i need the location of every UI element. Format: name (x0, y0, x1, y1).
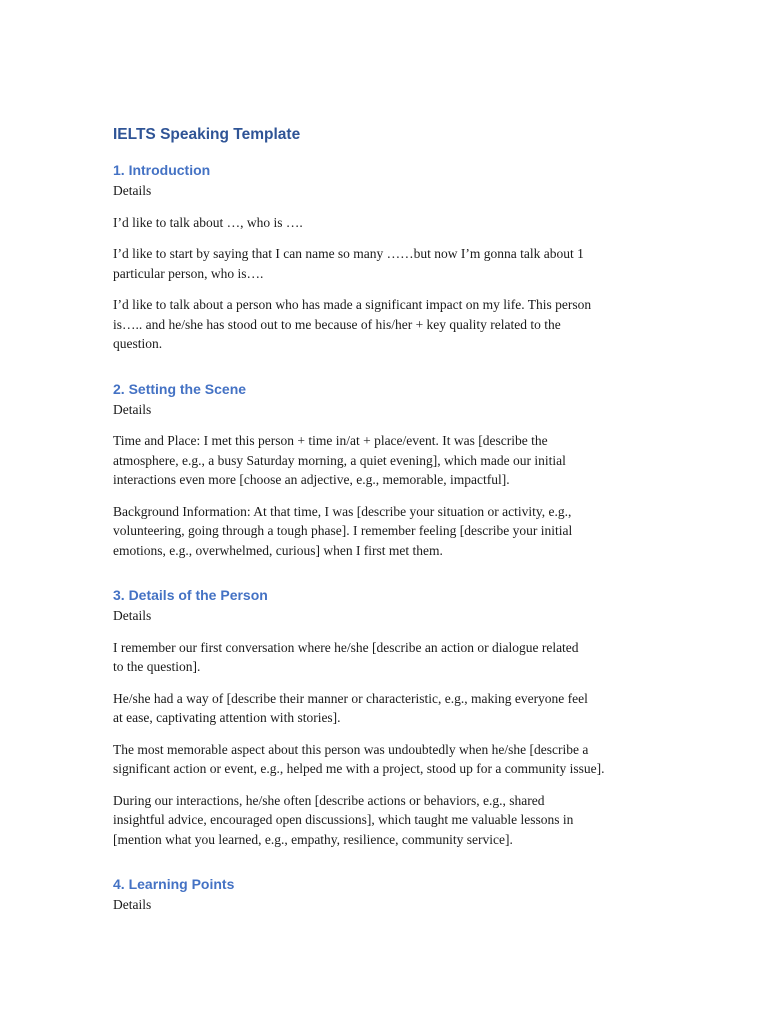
paragraph (113, 638, 643, 677)
section-heading: 4. Learning Points (113, 876, 235, 892)
paragraph-line: He/she had a way of [describe their manner or characteristic, e.g., making everyone feel (113, 690, 588, 706)
section-3 (113, 584, 643, 849)
section-details-label: Details (113, 608, 152, 623)
paragraph (113, 791, 643, 850)
paragraph-line: During our interactions, he/she often [describe actions or behaviors, e.g., shared (113, 792, 545, 808)
paragraph-line: significant action or event, e.g., helped me with a project, stood up for a community issue]. (113, 761, 605, 776)
section-heading: 3. Details of the Person (113, 587, 268, 603)
paragraph-line: is….. and he/she has stood out to me because of his/her + key quality related to the (113, 316, 561, 332)
section-details-label: Details (113, 401, 152, 417)
section-heading: 1. Introduction (113, 162, 211, 178)
paragraph-line: I remember our first conversation where he/she [describe an action or dialogue related (113, 639, 579, 655)
section-1 (113, 159, 643, 354)
document-title: IELTS Speaking Template (113, 126, 301, 143)
paragraph-line: particular person, who is…. (113, 265, 264, 281)
sections-container (113, 159, 643, 915)
section-details-label: Details (113, 183, 152, 198)
paragraph (113, 689, 643, 728)
paragraph-line: I’d like to talk about a person who has made a significant impact on my life. This person (113, 297, 592, 312)
paragraph (113, 295, 643, 354)
paragraph-line: I’d like to talk about …, who is …. (113, 214, 303, 230)
section-2 (113, 378, 643, 561)
paragraph-line: I’d like to start by saying that I can name so many ……but now I’m gonna talk about 1 (113, 246, 584, 261)
section-details-label: Details (113, 897, 152, 912)
paragraph-line: insightful advice, encouraged open discussions], which taught me valuable lessons in (113, 812, 574, 827)
section-heading: 2. Setting the Scene (113, 380, 247, 397)
paragraph-line: The most memorable aspect about this person was undoubtedly when he/she [describe a (113, 741, 589, 757)
paragraph-line: at ease, captivating attention with stories]. (113, 710, 341, 725)
paragraph (113, 740, 643, 779)
paragraph (113, 502, 643, 561)
document-page (113, 124, 643, 927)
paragraph-line: to the question]. (113, 659, 201, 674)
paragraph-line: volunteering, going through a tough phase]. I remember feeling [describe your initial (113, 523, 573, 538)
paragraph (113, 213, 643, 233)
paragraph-line: Background Information: At that time, I was [describe your situation or activity, e.g., (113, 503, 572, 519)
paragraph-line: interactions even more [choose an adjective, e.g., memorable, impactful]. (113, 472, 510, 487)
paragraph-line: question. (113, 336, 163, 351)
paragraph-line: emotions, e.g., overwhelmed, curious] when I first met them. (113, 542, 443, 558)
paragraph-line: atmosphere, e.g., a busy Saturday morning, a quiet evening], which made our initial (113, 452, 566, 468)
paragraph-line: Time and Place: I met this person + time in/at + place/event. It was [describe the (113, 433, 548, 448)
paragraph-line: [mention what you learned, e.g., empathy, resilience, community service]. (113, 831, 513, 847)
paragraph (113, 244, 643, 283)
section-4 (113, 873, 643, 915)
paragraph (113, 431, 643, 490)
